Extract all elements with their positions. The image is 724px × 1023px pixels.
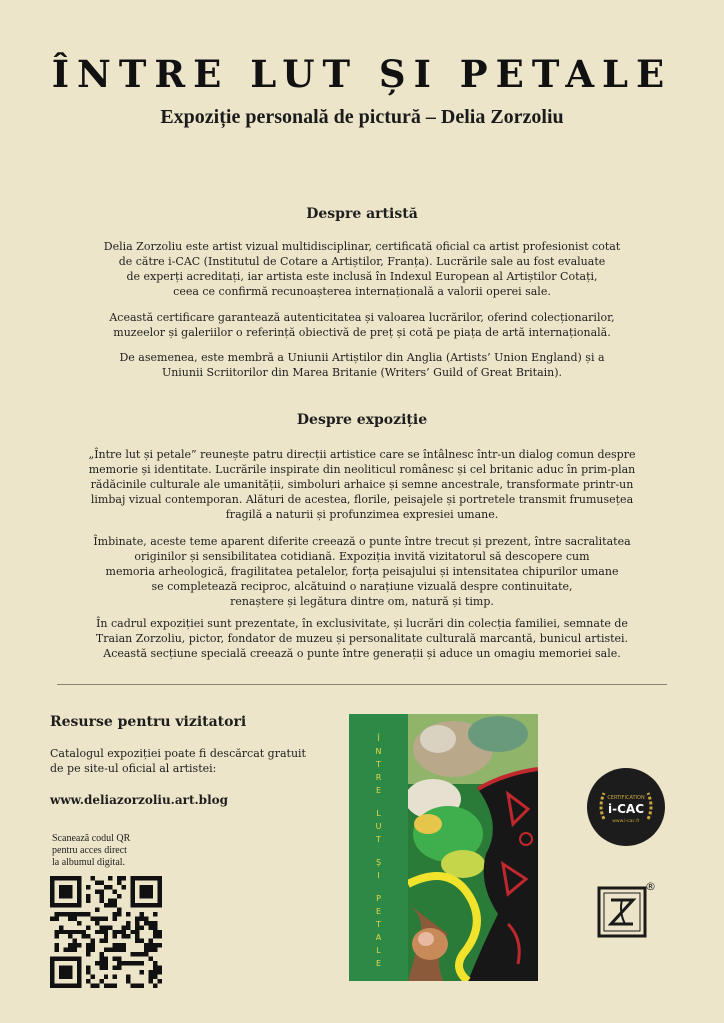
text-line: De asemenea, este membră a Uniunii Artiștilor din Anglia (Artists’ Union England) și a <box>119 351 605 364</box>
about-artist-paragraph-2 <box>70 310 654 340</box>
badge-line1: CERTIFICATION <box>607 795 645 801</box>
about-artist-paragraph-3 <box>70 350 654 380</box>
about-artist-heading: Despre artistă <box>306 206 418 222</box>
spine-letter: E <box>375 959 382 968</box>
spine-title <box>349 732 408 970</box>
text-line: Uniunii Scriitorilor din Marea Britanie (Writers’ Guild of Great Britain). <box>161 366 563 379</box>
spine-gap <box>349 882 408 892</box>
spine-letter: R <box>375 773 382 782</box>
text-line: de către i-CAC (Institutul de Cotare a Artiștilor, Franța). Lucrările sale au fost evaluate <box>118 255 606 268</box>
registered-mark: ® <box>645 880 656 893</box>
text-line: se completează reciproc, alcătuind o narațiune vizuală despre continuitate, <box>151 580 573 593</box>
about-artist-paragraph-1 <box>70 239 654 299</box>
poster-subtitle: Expoziție personală de pictură – Delia Zorzoliu <box>160 106 564 128</box>
qr-code[interactable] <box>50 876 162 988</box>
spine-letter: N <box>375 747 382 756</box>
catalog-spine <box>349 714 408 981</box>
poster-title: ÎNTRE LUT ȘI PETALE <box>51 52 673 96</box>
spine-letter: E <box>375 907 382 916</box>
spine-letter: L <box>376 946 381 955</box>
qr-caption <box>52 833 182 869</box>
text-line: muzeelor și galeriilor o referință obiectivă de preț și cotă pe piața de artă internațională. <box>113 326 611 339</box>
text-line: originilor și sensibilitatea cotidiană. Expoziția invită vizitatorul să descopere cum <box>134 550 590 563</box>
spine-gap <box>349 846 408 856</box>
spine-letter: T <box>376 760 381 769</box>
spine-letter: P <box>376 894 381 903</box>
text-line: ceea ce confirmă recunoașterea internațională a valorii operei sale. <box>173 285 551 298</box>
catalog-cover-image <box>349 714 538 981</box>
text-line: rădăcinile culturale ale umanității, simboluri arhaice și semne ancestrale, transformate printr-un <box>90 478 634 491</box>
resources-heading: Resurse pentru vizitatori <box>50 714 247 730</box>
text-line: pentru acces direct <box>52 845 127 856</box>
text-line: Îmbinate, aceste teme aparent diferite creează o punte între trecut și prezent, între sacralitatea <box>93 535 631 548</box>
text-line: Această certificare garantează autenticitatea și valoarea lucrărilor, oferind colecționarilor, <box>109 311 615 324</box>
text-line: Traian Zorzoliu, pictor, fondator de muzeu și personalitate culturală marcantă, bunicul artistei. <box>95 632 629 645</box>
resources-description <box>50 746 320 776</box>
text-line: În cadrul expoziției sunt prezentate, în exclusivitate, și lucrări din colecția familiei, semnate de <box>96 617 628 630</box>
spine-letter: Î <box>377 734 380 743</box>
badge-line3: www.i-cac.fr <box>612 819 640 824</box>
text-line: memorie și identitate. Lucrările inspirate din neoliticul românesc și cel britanic aduc în prim-plan <box>88 463 636 476</box>
spine-letter: A <box>375 933 382 942</box>
about-exhibition-paragraph-3 <box>70 616 654 661</box>
painting-image <box>408 714 538 981</box>
spine-letter: Ș <box>375 858 382 867</box>
text-line: „Între lut și petale” reunește patru direcții artistice care se întâlnesc într-un dialog comun despre <box>88 448 636 461</box>
text-line: Această secțiune specială creează o punte între generații și aduce un omagiu memoriei sale. <box>103 647 621 660</box>
spine-letter: L <box>376 809 381 818</box>
spine-letter: I <box>377 871 380 880</box>
about-exhibition-heading: Despre expoziție <box>296 412 428 428</box>
text-line: renaștere și legătura dintre om, natură și timp. <box>230 595 494 608</box>
about-exhibition-paragraph-1 <box>70 447 654 522</box>
text-line: de experți acreditați, iar artista este inclusă în Indexul European al Artiștilor Cotați, <box>126 270 598 283</box>
text-line: la albumul digital. <box>52 857 126 868</box>
text-line: memoria arheologică, fragilitatea petalelor, forța peisajului și intensitatea chipurilor umane <box>105 565 619 578</box>
website-link[interactable]: www.deliazorzoliu.art.blog <box>50 793 229 807</box>
icac-certification-badge <box>586 767 666 847</box>
spine-gap <box>349 797 408 807</box>
artist-monogram-logo <box>597 886 647 938</box>
text-line: Catalogul expoziției poate fi descărcat gratuit <box>50 747 306 760</box>
about-exhibition-paragraph-2 <box>70 534 654 609</box>
badge-line2: i-CAC <box>608 802 644 816</box>
text-line: Scanează codul QR <box>52 833 131 844</box>
text-line: Delia Zorzoliu este artist vizual multidisciplinar, certificată oficial ca artist profesionist cotat <box>103 240 621 253</box>
text-line: limbaj vizual contemporan. Alături de acestea, florile, peisajele și portretele transmit frumusețea <box>90 493 634 506</box>
text-line: fragilă a naturii și profunzimea expresiei umane. <box>225 508 499 521</box>
spine-letter: T <box>376 920 381 929</box>
text-line: de pe site-ul oficial al artistei: <box>50 762 217 775</box>
section-divider <box>57 684 667 685</box>
spine-letter: T <box>376 835 381 844</box>
spine-letter: U <box>375 822 382 831</box>
spine-letter: E <box>375 786 382 795</box>
